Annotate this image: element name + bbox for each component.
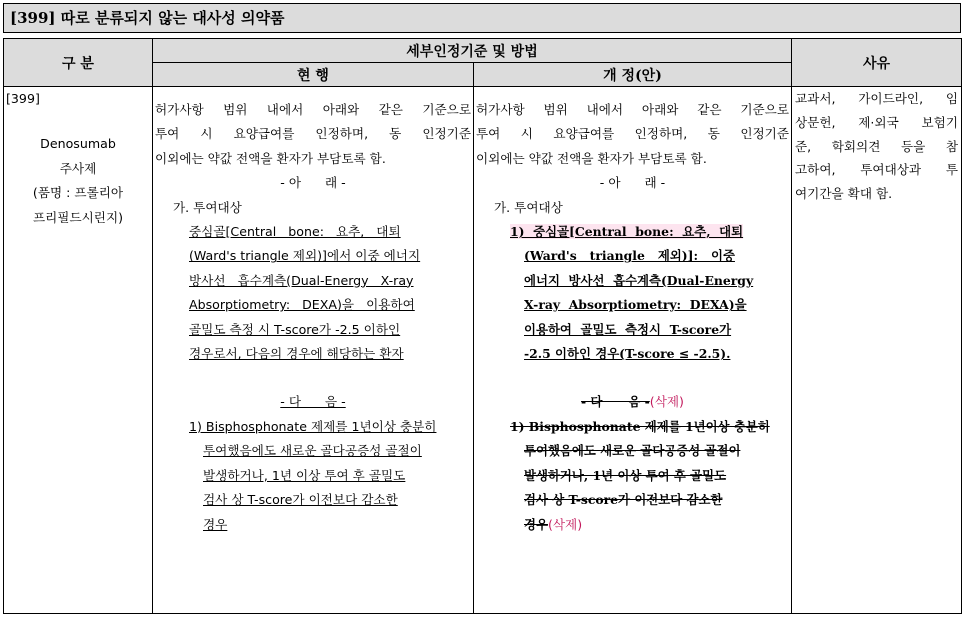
revision-deleted-line: 투여했음에도 새로운 골다공증성 골절이	[524, 443, 741, 459]
reason-text-line: 상문헌, 제·외국 보험기	[795, 114, 958, 130]
drug-cell	[4, 87, 153, 614]
reason-text-line: 준, 학회의견 등을 참	[795, 138, 958, 154]
revision-text-line: (Ward's triangle 제외)]: 이중	[524, 248, 735, 264]
current-text-line: 중심골[Central bone: 요추, 대퇴	[189, 224, 401, 240]
current-text-line: 경우	[203, 516, 228, 532]
revision-criteria-cell	[474, 87, 792, 614]
revision-item-heading: 가. 투여대상	[494, 199, 563, 215]
current-item-heading: 가. 투여대상	[173, 199, 242, 215]
current-text-line: 검사 상 T-score가 이전보다 감소한	[203, 492, 398, 508]
revision-text-line: 투여 시 요양급여를 인정하며, 동 인정기준	[476, 126, 789, 142]
deleted-note: (삭제)	[547, 516, 583, 532]
revision-text-line: 허가사항 범위 내에서 아래와 같은 기준으로	[476, 102, 789, 117]
revision-text-line: X-ray Absorptiometry: DEXA)을	[524, 297, 747, 313]
current-subsection-heading: - 다 음 -	[280, 394, 346, 410]
current-text-line: 허가사항 범위 내에서 아래와 같은 기준으로	[155, 102, 471, 117]
drug-brand-line2: 프리필드시린지)	[32, 209, 124, 225]
revision-text-line	[476, 220, 789, 244]
revision-deleted-line: 발생하거나, 1년 이상 투여 후 골밀도	[524, 467, 727, 483]
current-text-line: 골밀도 측정 시 T-score가 -2.5 이하인	[189, 321, 401, 337]
reason-text-line: 교과서, 가이드라인, 임	[795, 91, 958, 106]
revision-deleted-line: 1) Bisphosphonate 제제를 1년이상 충분히	[510, 418, 770, 434]
revision-text-line: -2.5 이하인 경우(T-score ≤ -2.5).	[524, 346, 731, 362]
current-criteria-cell	[153, 87, 474, 614]
drug-brand-line1: (품명 : 프롤리아	[32, 185, 124, 201]
current-text-line: 투여했음에도 새로운 골다공증성 골절이	[203, 443, 422, 459]
header-revision: 개 정(안)	[474, 63, 792, 87]
current-text-line: (Ward's triangle 제외)]에서 이중 에너지	[189, 248, 421, 264]
current-section-heading: - 아 래 -	[280, 175, 346, 191]
revision-deleted-line	[476, 513, 789, 537]
revision-deleted-text: - 다 음 -	[581, 394, 650, 410]
page-title: [399] 따로 분류되지 않는 대사성 의약품	[3, 3, 961, 33]
current-text-line: 방사선 흡수계측(Dual-Energy X-ray	[189, 272, 414, 288]
reason-text-line: 고하여, 투여대상과 투	[795, 162, 958, 178]
reason-cell	[792, 87, 962, 614]
revision-text-line: 이용하여 골밀도 측정시 T-score가	[524, 321, 732, 337]
current-text-line: 1) Bisphosphonate 제제를 1년이상 충분히	[189, 418, 437, 434]
revision-section-heading: - 아 래 -	[599, 175, 666, 191]
header-gubun: 구 분	[4, 39, 153, 87]
header-current: 현 행	[153, 63, 474, 87]
deleted-note: (삭제)	[649, 394, 684, 410]
revision-deleted-line: 검사 상 T-score가 이전보다 감소한	[524, 492, 723, 508]
current-text-line: Absorptiometry: DEXA)을 이용하여	[189, 297, 415, 313]
revision-highlight: 1) 중심골[Central bone: 요추, 대퇴	[510, 224, 744, 240]
reason-text-line: 여기간을 확대 함.	[795, 186, 893, 202]
current-text-line: 경우로서, 다음의 경우에 해당하는 환자	[189, 346, 404, 362]
drug-form: 주사제	[59, 160, 97, 176]
current-text-line: 발생하거나, 1년 이상 투여 후 골밀도	[203, 467, 406, 483]
revision-subsection-heading	[476, 390, 789, 414]
criteria-table	[3, 38, 962, 614]
header-criteria: 세부인정기준 및 방법	[153, 39, 792, 63]
revision-text-line: 에너지 방사선 흡수계측(Dual-Energy	[524, 272, 754, 288]
current-text-line: 이외에는 약값 전액을 환자가 부담토록 함.	[155, 150, 386, 166]
header-reason: 사유	[792, 39, 962, 87]
revision-deleted-text: 경우	[524, 516, 548, 532]
current-text-line: 투여 시 요양급여를 인정하며, 동 인정기준	[155, 126, 471, 142]
drug-code: [399]	[6, 91, 40, 106]
revision-text-line: 이외에는 약값 전액을 환자가 부담토록 함.	[476, 150, 707, 166]
drug-name: Denosumab	[40, 136, 116, 152]
